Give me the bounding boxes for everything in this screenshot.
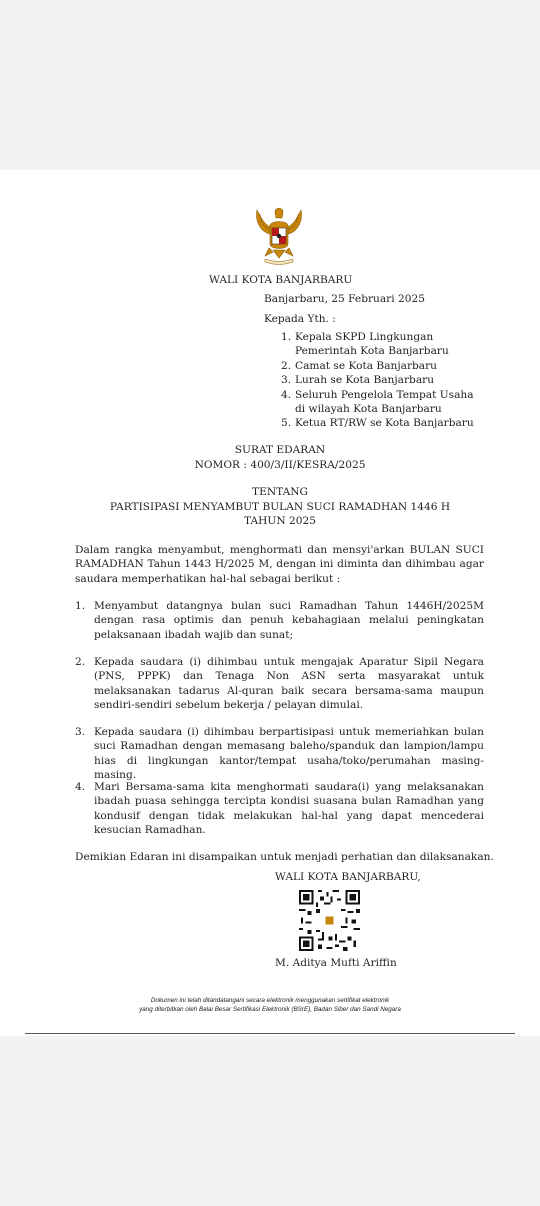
document-page xyxy=(0,170,540,1036)
point-item: 3. Kepada saudara (i) dihimbau berpartisipasi untuk memeriahkan bulan suci Ramadhan dengan memasang baleho/spanduk dan lampion/lampu hias di lingkungan kantor/tempat usaha/toko/perumahan masing-masing. xyxy=(75,726,484,782)
point-item: 1. Menyambut datangnya bulan suci Ramadhan Tahun 1446H/2025M dengan rasa optimis dan penuh kebahagiaan melalui peningkatan pelaksanaan ibadah wajib dan sunat; xyxy=(75,600,484,641)
recipient-item: 1. Kepala SKPD Lingkungan Pemerintah Kota Banjarbaru xyxy=(281,331,449,358)
recipients-list xyxy=(281,330,474,431)
point-item: 2. Kepada saudara (i) dihimbau untuk mengajak Aparatur Sipil Negara (PNS, PPPK) dan Tenaga Non ASN serta masyarakat untuk melaksanakan tadarus Al-quran baik secara bersama-sama maupun sendiri-sendiri sebelum bekerja / pelayan dimulai. xyxy=(75,656,484,712)
subject-label: TENTANG xyxy=(252,486,308,498)
garuda-emblem-icon xyxy=(251,204,307,266)
recipient-item: 4. Seluruh Pengelola Tempat Usaha di wilayah Kota Banjarbaru xyxy=(281,388,474,416)
letterhead-title: WALI KOTA BANJARBARU xyxy=(209,274,353,286)
intro-paragraph: Dalam rangka menyambut, menghormati dan mensyi'arkan BULAN SUCI RAMADHAN Tahun 1443 H/2025 M, dengan ini diminta dan dihimbau agar saudara memperhatikan hal-hal sebagai berikut : xyxy=(75,544,484,585)
qr-code-signature-icon xyxy=(299,890,360,951)
circular-title: SURAT EDARAN xyxy=(234,444,326,456)
date-line: Banjarbaru, 25 Februari 2025 xyxy=(264,293,425,305)
recipient-item: 3. Lurah se Kota Banjarbaru xyxy=(281,374,435,387)
recipients-heading: Kepada Yth. : xyxy=(264,313,336,325)
bottom-margin xyxy=(0,1036,540,1206)
circular-number: NOMOR : 400/3/II/KESRA/2025 xyxy=(194,459,366,471)
recipient-item: 5. Ketua RT/RW se Kota Banjarbaru xyxy=(281,417,474,430)
subject-line-2: TAHUN 2025 xyxy=(244,515,316,527)
e-signature-footnote: Dokumen ini telah ditandatangani secara elektronik menggunakan sertifikat elektronik yang diterbitkan oleh Balai Besar Sertifikasi Elektronik (BSrE), Badan Siber dan Sandi Negara xyxy=(139,997,401,1014)
recipient-item: 2. Camat se Kota Banjarbaru xyxy=(281,359,438,372)
signature-title: WALI KOTA BANJARBARU, xyxy=(275,871,421,883)
subject-line-1: PARTISIPASI MENYAMBUT BULAN SUCI RAMADHAN 1446 H xyxy=(109,501,451,513)
closing-sentence: Demikian Edaran ini disampaikan untuk menjadi perhatian dan dilaksanakan. xyxy=(75,851,494,863)
point-item: 4. Mari Bersama-sama kita menghormati saudara(i) yang melaksanakan ibadah puasa sehingga tercipta kondisi suasana bulan Ramadhan yang kondusif dengan tidak melakukan hal-hal yang dapat mencederai kesucian Ramadhan. xyxy=(75,781,484,837)
signatory-name: M. Aditya Mufti Ariffin xyxy=(275,957,397,969)
footer-divider xyxy=(25,1033,515,1034)
top-margin xyxy=(0,0,540,170)
